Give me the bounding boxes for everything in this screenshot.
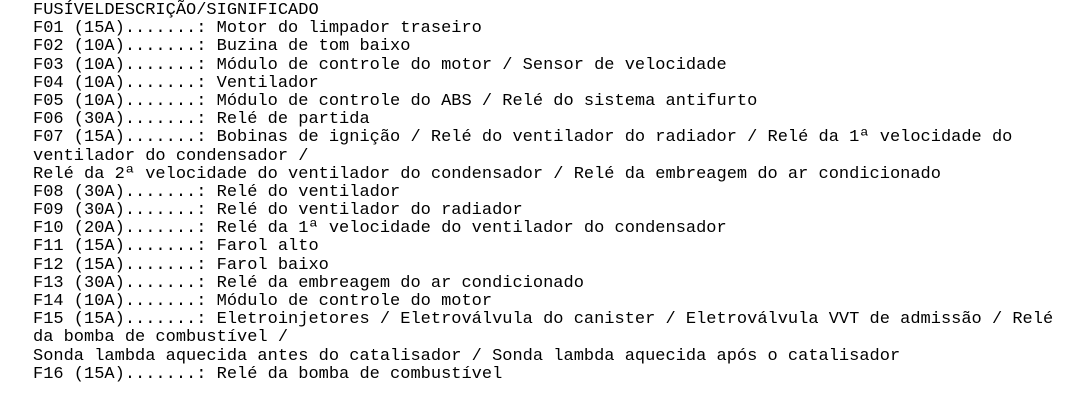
fuse-lines bbox=[33, 2, 1053, 384]
text-line: F05 (10A).......: Módulo de controle do ABS / Relé do sistema antifurto bbox=[33, 91, 758, 111]
header-line: FUSÍVELDESCRIÇÃO/SIGNIFICADO bbox=[33, 1, 319, 20]
text-line: Relé da 2ª velocidade do ventilador do condensador / Relé da embreagem do ar condicionado bbox=[33, 164, 941, 184]
text-line: ventilador do condensador / bbox=[33, 146, 309, 166]
text-line: F02 (10A).......: Buzina de tom baixo bbox=[33, 37, 411, 57]
text-line: F01 (15A).......: Motor do limpador traseiro bbox=[33, 19, 482, 39]
text-line: F16 (15A).......: Relé da bomba de combustível bbox=[33, 364, 503, 384]
text-line: F13 (30A).......: Relé da embreagem do ar condicionado bbox=[33, 273, 584, 293]
text-line: F08 (30A).......: Relé do ventilador bbox=[33, 182, 401, 202]
text-line: F12 (15A).......: Farol baixo bbox=[33, 255, 329, 275]
text-line: Sonda lambda aquecida antes do catalisador / Sonda lambda aquecida após o catalisador bbox=[33, 346, 901, 366]
text-line: F09 (30A).......: Relé do ventilador do radiador bbox=[33, 201, 523, 221]
text-line: F10 (20A).......: Relé da 1ª velocidade do ventilador do condensador bbox=[33, 219, 727, 239]
text-line: F03 (10A).......: Módulo de controle do motor / Sensor de velocidade bbox=[33, 55, 727, 75]
text-line: F07 (15A).......: Bobinas de ignição / Relé do ventilador do radiador / Relé da 1ª velocidade do bbox=[33, 128, 1013, 148]
text-line: F11 (15A).......: Farol alto bbox=[33, 237, 319, 257]
text-line: F15 (15A).......: Eletroinjetores / Eletroválvula do canister / Eletroválvula VVT de admissão / Relé bbox=[33, 310, 1054, 330]
text-line: F06 (30A).......: Relé de partida bbox=[33, 110, 370, 130]
text-line: F14 (10A).......: Módulo de controle do motor bbox=[33, 292, 493, 311]
text-line: F04 (10A).......: Ventilador bbox=[33, 73, 319, 93]
text-line: da bomba de combustível / bbox=[33, 328, 289, 348]
